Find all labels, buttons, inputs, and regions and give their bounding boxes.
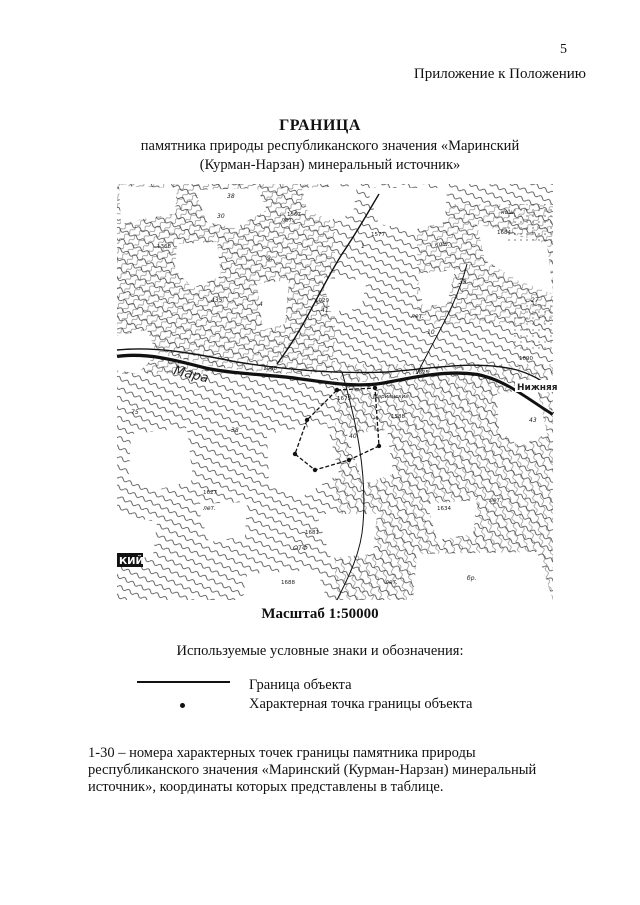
elevation-label: 1068: [263, 366, 277, 372]
map-label-let-2: лет.: [203, 505, 216, 512]
map-label-otf: ОТФ: [293, 544, 308, 552]
point-label: 41: [321, 307, 329, 314]
legend-boundary-point-label: Характерная точка границы объекта: [249, 696, 473, 712]
elevation-label: 1690: [519, 356, 533, 362]
map-label-village-east: Нижняя: [517, 383, 558, 393]
boundary-point: [377, 444, 381, 448]
legend-heading: Используемые условные знаки и обозначения:: [176, 643, 464, 659]
map-label-marinsky: Мариинский: [373, 394, 409, 400]
subtitle-line-2: (Курман-Нарзан) минеральный источник»: [199, 157, 461, 173]
elevation-label: 1625: [415, 370, 429, 376]
map-label-kosh-2: кош.: [435, 241, 450, 248]
point-label: 30: [217, 213, 225, 220]
map-label-river: Мара: [172, 363, 211, 387]
elevation-label: 1029: [315, 298, 329, 304]
boundary-point: [293, 452, 297, 456]
note-line-2: республиканского значения «Маринский (Курман-Нарзан) минеральный: [88, 762, 537, 778]
boundary-point: [313, 468, 317, 472]
map-label-kosh-1: кош.: [501, 209, 516, 216]
document-subtitle: [120, 137, 540, 175]
elevation-label: 1688: [281, 580, 295, 586]
page-number: 5: [560, 42, 567, 57]
note-line-1: 1-30 – номера характерных точек границы памятника природы: [88, 745, 476, 761]
point-label: 10: [427, 329, 435, 336]
legend-boundary-point-symbol: [180, 703, 185, 708]
point-label: 4: [259, 301, 263, 308]
appendix-label: Приложение к Положению: [413, 66, 586, 82]
point-label: 435: [211, 297, 223, 304]
legend-boundary-line-label: Граница объекта: [249, 677, 352, 693]
elevation-label: 1588: [391, 414, 405, 420]
boundary-point: [335, 388, 339, 392]
point-label: 1: [361, 243, 365, 250]
explanatory-note: [88, 745, 568, 796]
elevation-label: 1675: [337, 396, 351, 402]
point-label: 33: [459, 279, 467, 286]
legend-boundary-line-symbol: [137, 681, 230, 683]
point-label: 40: [349, 433, 357, 440]
elevation-label: 1567: [287, 212, 301, 218]
point-label: 38: [227, 193, 235, 200]
document-title: ГРАНИЦА: [279, 117, 361, 134]
elevation-label: 1368: [157, 244, 171, 250]
map-scale: Масштаб 1:50000: [261, 606, 379, 622]
map-label-let-5: лет.: [411, 313, 424, 320]
point-label: 38: [231, 427, 239, 434]
point-label: 75: [131, 409, 139, 416]
map-label-let-1: лет.: [281, 217, 294, 224]
map-label-village-west: КИЙ: [119, 556, 144, 567]
point-label: 9: [267, 255, 271, 262]
elevation-label: 1634: [437, 506, 451, 512]
elevation-label: 1627: [203, 490, 217, 496]
elevation-label: 1577: [371, 232, 385, 238]
map-label-br: бр.: [467, 575, 477, 582]
subtitle-line-1: памятника природы республиканского значения «Маринский: [140, 138, 520, 154]
note-line-3: источник», координаты которых представлены в таблице.: [88, 779, 444, 795]
boundary-point: [373, 386, 377, 390]
elevation-label: 1684: [497, 230, 511, 236]
point-label: 43: [529, 417, 537, 424]
elevation-label: 1681: [305, 530, 319, 536]
map-label-let-3: лет.: [489, 497, 502, 504]
topographic-map: [117, 184, 558, 600]
boundary-point: [305, 418, 309, 422]
boundary-point: [347, 458, 351, 462]
point-label: 27: [531, 297, 539, 304]
map-label-let-4: лет.: [385, 579, 398, 586]
